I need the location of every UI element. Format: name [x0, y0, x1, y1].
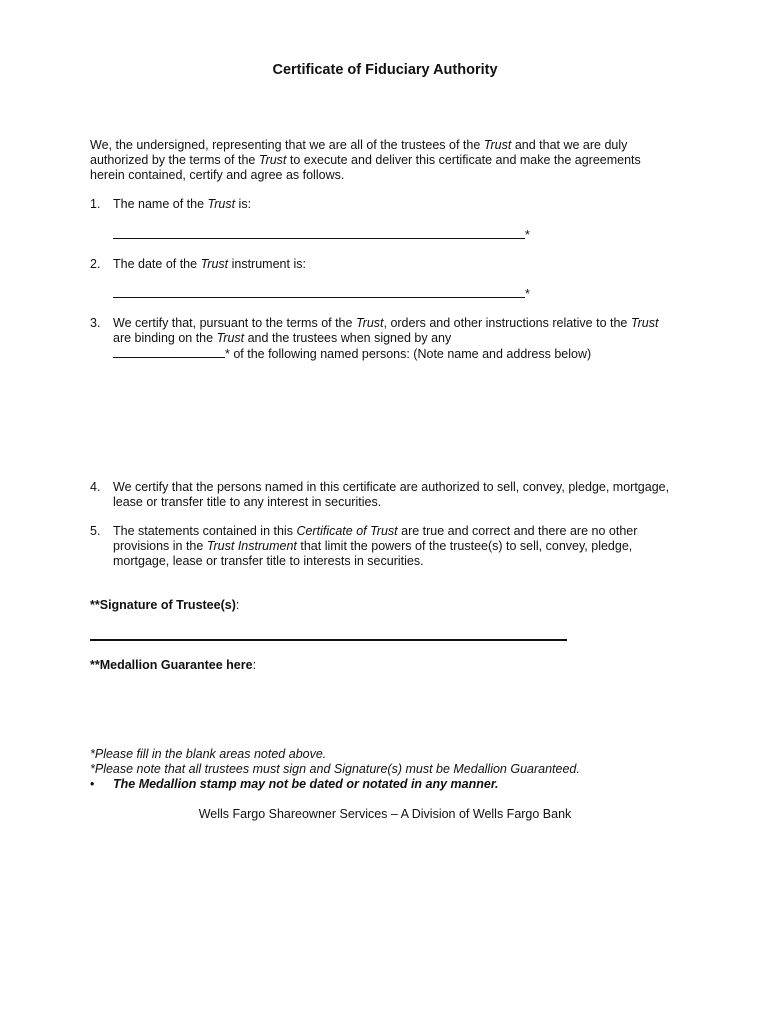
trust-term: Trust	[355, 316, 384, 330]
item-text: and the trustees when signed by any	[247, 331, 452, 345]
item-authorization	[90, 480, 690, 510]
item-trust-date	[90, 257, 690, 272]
trust-term: Trust	[207, 197, 236, 211]
note-medallion-required: *Please note that all trustees must sign and Signature(s) must be Medallion Guaranteed.	[90, 762, 580, 776]
item-text: lease or transfer title to any interest in securities.	[113, 495, 382, 509]
item-text: We certify that the persons named in this certificate are authorized to sell, convey, pledge, mortgage,	[113, 480, 670, 494]
footer-text: Wells Fargo Shareowner Services – A Division of Wells Fargo Bank	[198, 807, 572, 821]
item-number: 4.	[90, 480, 101, 494]
intro-text: herein contained, certify and agree as follows.	[90, 168, 345, 182]
signature-section	[90, 598, 690, 613]
trust-date-blank[interactable]	[113, 286, 525, 298]
required-asterisk: *	[525, 287, 530, 301]
instrument-term: Trust Instrument	[206, 539, 297, 553]
medallion-section	[90, 658, 690, 673]
certificate-term: Certificate of Trust	[296, 524, 398, 538]
item-statements	[90, 524, 690, 569]
item-number: 1.	[90, 197, 101, 211]
intro-text: We, the undersigned, representing that we are all of the trustees of the	[90, 138, 481, 152]
required-asterisk: *	[525, 228, 530, 242]
item-text: instrument is:	[231, 257, 306, 271]
signature-label: **Signature of Trustee(s)	[90, 598, 236, 612]
item-text: are binding on the	[113, 331, 214, 345]
trust-term: Trust	[258, 153, 287, 167]
trust-term: Trust	[630, 316, 659, 330]
item-number: 5.	[90, 524, 101, 538]
item-text: are true and correct and there are no other	[401, 524, 638, 538]
item-number: 2.	[90, 257, 101, 271]
item-text: The name of the	[113, 197, 205, 211]
document-title: Certificate of Fiduciary Authority	[272, 62, 498, 78]
medallion-label: **Medallion Guarantee here	[90, 658, 253, 672]
trust-date-blank-row	[90, 286, 690, 302]
intro-paragraph	[90, 138, 690, 183]
bullet-icon: •	[90, 777, 95, 791]
trust-term: Trust	[200, 257, 229, 271]
signature-line[interactable]	[90, 639, 567, 641]
item-text: that limit the powers of the trustee(s) to sell, convey, pledge,	[300, 539, 633, 553]
trust-term: Trust	[483, 138, 512, 152]
item-text: * of the following named persons: (Note name and address below)	[225, 347, 592, 361]
intro-text: to execute and deliver this certificate and make the agreements	[289, 153, 641, 167]
item-text: The statements contained in this	[113, 524, 293, 538]
item-number: 3.	[90, 316, 101, 330]
signer-count-blank[interactable]	[113, 346, 225, 358]
note-text: The Medallion stamp may not be dated or notated in any manner.	[113, 777, 499, 791]
intro-text: authorized by the terms of the	[90, 153, 256, 167]
item-text: , orders and other instructions relative to the	[383, 316, 628, 330]
trust-name-blank-row	[90, 227, 690, 243]
medallion-colon: :	[252, 658, 257, 672]
item-text: is:	[238, 197, 252, 211]
item-text: mortgage, lease or transfer title to interests in securities.	[113, 554, 424, 568]
item-text: We certify that, pursuant to the terms of the	[113, 316, 353, 330]
trust-term: Trust	[216, 331, 245, 345]
intro-text: and that we are duly	[514, 138, 628, 152]
item-text: provisions in the	[113, 539, 204, 553]
trust-name-blank[interactable]	[113, 227, 525, 239]
item-text: The date of the	[113, 257, 198, 271]
item-trust-name	[90, 197, 690, 212]
signature-colon: :	[235, 598, 240, 612]
note-fill-blanks: *Please fill in the blank areas noted above.	[90, 747, 327, 761]
item-instructions	[90, 316, 690, 362]
note-medallion-stamp	[90, 777, 690, 792]
